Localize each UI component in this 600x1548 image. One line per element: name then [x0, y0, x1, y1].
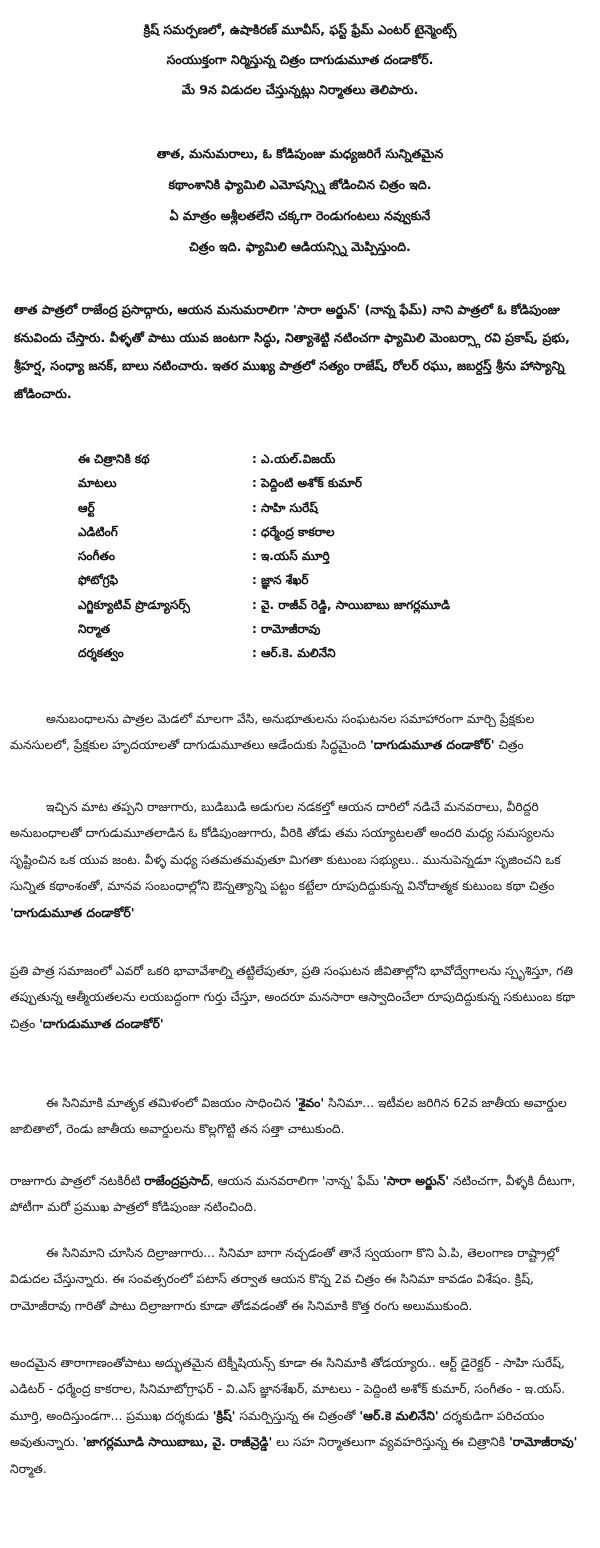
body-paragraph-3 — [10, 958, 590, 1037]
credit-name: : ఎ.యల్.విజయ్ — [252, 452, 336, 466]
body-text: ఇచ్చిన మాట తప్పని రాజుగారు, బుడిబుడి అడుగుల నడకల్తో ఆయన దారిలో నడిచే మనవరాలు, వీరిద్దరి అనుబంధాలతో దాగుడుమూతలాడిన ఓ కోడిపుంజుగారు, వీరికి తోడు తమ సయ్యాటలతో అందరి మధ్య సమస్యలను సృష్టించిన ఒక యువ జంట. వీళ్ళ మధ్య సతమతమవుతూ మిగతా కుటుంబ సభ్యులు.. మునుపెన్నడూ సృజించని ఒక సున్నిత కథాంశంతో, మానవ సంబంధాల్లోని ఔన్నత్యాన్ని పట్టం కట్టేలా రూపుదిద్దుకున్న వినోదాత్మక కుటుంబ కథా చిత్రం — [10, 800, 561, 894]
credit-name: : జ్ఞాన శేఖర్ — [252, 573, 309, 588]
credit-name: : వై. రాజీవ్ రెడ్డి, సాయిబాబు జాగర్లమూడి — [252, 597, 450, 612]
body-text: నటించగా, వీళ్ళకి దీటుగా, పోటీగా మరో ప్రముఖ పాత్రలో కోడిపుంజు నటించింది. — [10, 1174, 576, 1215]
credit-name: : ఆర్.కె. మలినేని — [252, 646, 336, 661]
credit-name: : రామోజీరావు — [252, 622, 321, 637]
body-text: లు సహ నిర్మాతలుగా వ్యవహరిస్తున్న ఈ చిత్రానికి — [276, 1435, 506, 1450]
actor-name: 'సారా అర్జున్' — [382, 1174, 450, 1188]
body-paragraph-4 — [10, 1090, 590, 1143]
body-text: సమర్పిస్తున్న ఈ చిత్రంతో — [239, 1408, 356, 1423]
credit-role: ఆర్ట్ — [78, 500, 95, 515]
credit-name: : ధర్మేంద్ర కాకరాల — [252, 524, 335, 539]
source-film: 'శైవం' — [294, 1096, 325, 1110]
credit-role: మాటలు — [78, 476, 117, 491]
co-producers: 'జాగర్లమూడి సాయిబాబు, వై. రాజీవ్రెడ్డి' — [82, 1435, 273, 1450]
credit-role: నిర్మాత — [78, 622, 111, 637]
intro-line-2: కథాంశానికి ఫ్యామిలి ఎమోషన్స్ని జోడించిన చిత్రం ఇది. — [168, 177, 432, 192]
credit-role: ఫోటోగ్రఫి — [78, 573, 119, 588]
body-paragraph-7 — [10, 1350, 590, 1482]
producer-name: 'రామోజీరావు' — [508, 1435, 578, 1450]
body-text: నిర్మాత. — [10, 1461, 47, 1476]
body-text: అందమైన తారాగాణంతోపాటు అద్భుతమైన టెక్నీషియన్స్ కూడా ఈ సినిమాకి తోడయ్యారు.. ఆర్ట్ డైరెక్టర్ - సాహి సురేష్, ఎడిటర్ - ధర్మేంద్ర కాకరాల, సినిమాటోగ్రాఫర్ - వి.ఎస్ జ్ఞానశేఖర్, మాటలు - పెద్దింటి అశోక్ కుమార్, సంగీతం - ఇ.యస్. మూర్తి, అందిస్తుండగా... ప్రముఖ దర్శకుడు — [10, 1356, 566, 1423]
credit-role: దర్శకత్వం — [78, 646, 124, 661]
body-paragraph-5 — [10, 1168, 590, 1221]
intro-line-4: చిత్రం ఇది. ఫ్యామిలి ఆడియన్స్ని మెప్పిస్తుంది. — [189, 239, 411, 254]
intro-line-1: తాత, మనుమరాలు, ఓ కోడిపుంజు మధ్యజరిగే సున్నితమైన — [156, 146, 444, 161]
credit-role: ఎడిటింగ్ — [78, 524, 118, 539]
body-text: చిత్రం — [498, 738, 524, 753]
director-name: 'ఆర్.కె మలినేని' — [359, 1408, 439, 1423]
credit-role: ఈ చిత్రానికి కథ — [78, 452, 150, 466]
body-text: ఈ సినిమాని చూసిన దిల్రాజుగారు... సినిమా బాగా నచ్చడంతో తానే స్వయంగా కొని ఏ.పి, తెలంగాణ రాష్ట్రాల్లో విడుదల చేస్తున్నారు. ఈ సంవత్సరంలో పటాస్ తర్వాత ఆయన కొన్న 2వ చిత్రం ఈ సినిమా కావడం విశేషం. క్రిష్, రామోజీరావు గారితో పాటు దిల్రాజుగారు కూడా తోడవడంతో ఈ సినిమాకి కొత్త రంగు అలుముకుంది. — [10, 1246, 559, 1313]
credit-row — [78, 573, 578, 597]
body-text: ఈ సినిమాకి మాతృక తమిళంలో విజయం సాధించిన — [46, 1096, 291, 1110]
credit-row — [78, 622, 578, 646]
presenter-name: 'క్రిష్' — [212, 1408, 236, 1423]
credit-row — [78, 501, 578, 525]
credit-row — [78, 452, 578, 476]
credit-row — [78, 646, 578, 670]
credit-role: ఎగ్జిక్యూటివ్ ప్రొడ్యూసర్స్ — [78, 597, 191, 612]
body-paragraph-1 — [10, 706, 590, 759]
body-text: రాజుగారు పాత్రలో నటకిరీటి — [10, 1174, 141, 1188]
body-text: సినిమా... ఇటీవల జరిగిన 62వ జాతీయ అవార్డుల జాబితాలో, రెండు జాతీయ అవార్డులను కొల్లగొట్టి తన సత్తా చాటుకుంది. — [10, 1096, 567, 1137]
credits-table — [78, 452, 578, 671]
header-line-3: మే 9న విడుదల చేస్తున్నట్లు నిర్మాతలు తెలిపారు. — [181, 82, 419, 97]
credit-row — [78, 476, 578, 500]
credit-name: : పెద్దింటి అశోక్ కుమార్ — [252, 476, 363, 491]
body-text: అనుబంధాలను పాత్రల మెడలో మాలగా వేసి, అనుభూతులను సంఘటనల సమాహారంగా మార్చి ప్రేక్షకుల మనసులలో, ప్రేక్షకుల హృదయాలతో దాగుడుమూతలు ఆడేందుకు సిద్ధమైంది — [10, 712, 535, 753]
body-paragraph-6 — [10, 1240, 590, 1319]
body-text: , ఆయన మనవరాలిగా 'నాన్న' ఫేమ్ — [209, 1174, 380, 1188]
film-title: 'దాగుడుమూత దండాకోర్' — [370, 738, 495, 753]
header-line-2: సంయుక్తంగా నిర్మిస్తున్న చిత్రం దాగుడుమూత దండాకోర్. — [166, 52, 434, 67]
actor-name: రాజేంద్రప్రసాద్ — [144, 1174, 210, 1188]
credit-row — [78, 549, 578, 573]
credit-name: : ఇ.యస్ మూర్తి — [252, 549, 330, 564]
credit-row — [78, 598, 578, 622]
cast-paragraph: తాత పాత్రలో రాజేంద్ర ప్రసాద్గారు, ఆయన మనుమరాలిగా 'సారా అర్జున్' (నాన్న ఫేమ్) నాని పాత్రలో ఓ కోడిపుంజు కనువిందు చేస్తారు. వీళ్ళతో పాటు యువ జంటగా సిద్ధు, నిత్యాశెట్టి నటించగా ఫ్యామిలి మెంబర్స్గా రవి ప్రకాష్, ప్రభు, శ్రీహర్ష, సంధ్యా జనక్, బాలు నటించారు. ఇతర ముఖ్య పాత్రలో సత్యం రాజేష్, రోలర్ రఘు, జబర్దస్త్ శ్రీను హాస్యాన్ని జోడించారు. — [14, 302, 570, 401]
body-text: దర్శకుడిగా పరిచయం అవుతున్నారు. — [10, 1408, 545, 1450]
credit-role: సంగీతం — [78, 549, 115, 564]
film-title: 'దాగుడుమూత దండాకోర్' — [39, 1016, 164, 1031]
intro-line-3: ఏ మాత్రం అశ్లీలతలేని చక్కగా రెండుగంటలు నవ్వుకునే — [169, 208, 431, 223]
body-paragraph-2 — [10, 794, 590, 926]
header-line-1: క్రిష్ సమర్పణలో, ఉషాకిరణ్ మూవీస్, ఫస్ట్ ఫ్రేమ్ ఎంటర్ టైన్మెంట్స్ — [143, 22, 457, 37]
film-title: 'దాగుడుమూత దండాకోర్' — [10, 905, 135, 920]
credit-name: : సాహి సురేష్ — [252, 500, 318, 515]
body-text: ప్రతి పాత్ర సమాజంలో ఎవరో ఒకరి భావావేశాల్ని తట్టిలేపుతూ, ప్రతి సంఘటన జీవితాల్లోని భావోద్వేగాలను స్పృశిస్తూ, గతి తప్పుతున్న ఆత్మీయతలను లయబద్ధంగా గుర్తు చేస్తూ, అందరూ మనసారా ఆస్వాదించేలా రూపుదిద్దుకున్న సకుటుంబ కథా చిత్రం — [10, 964, 576, 1031]
credit-row — [78, 525, 578, 549]
